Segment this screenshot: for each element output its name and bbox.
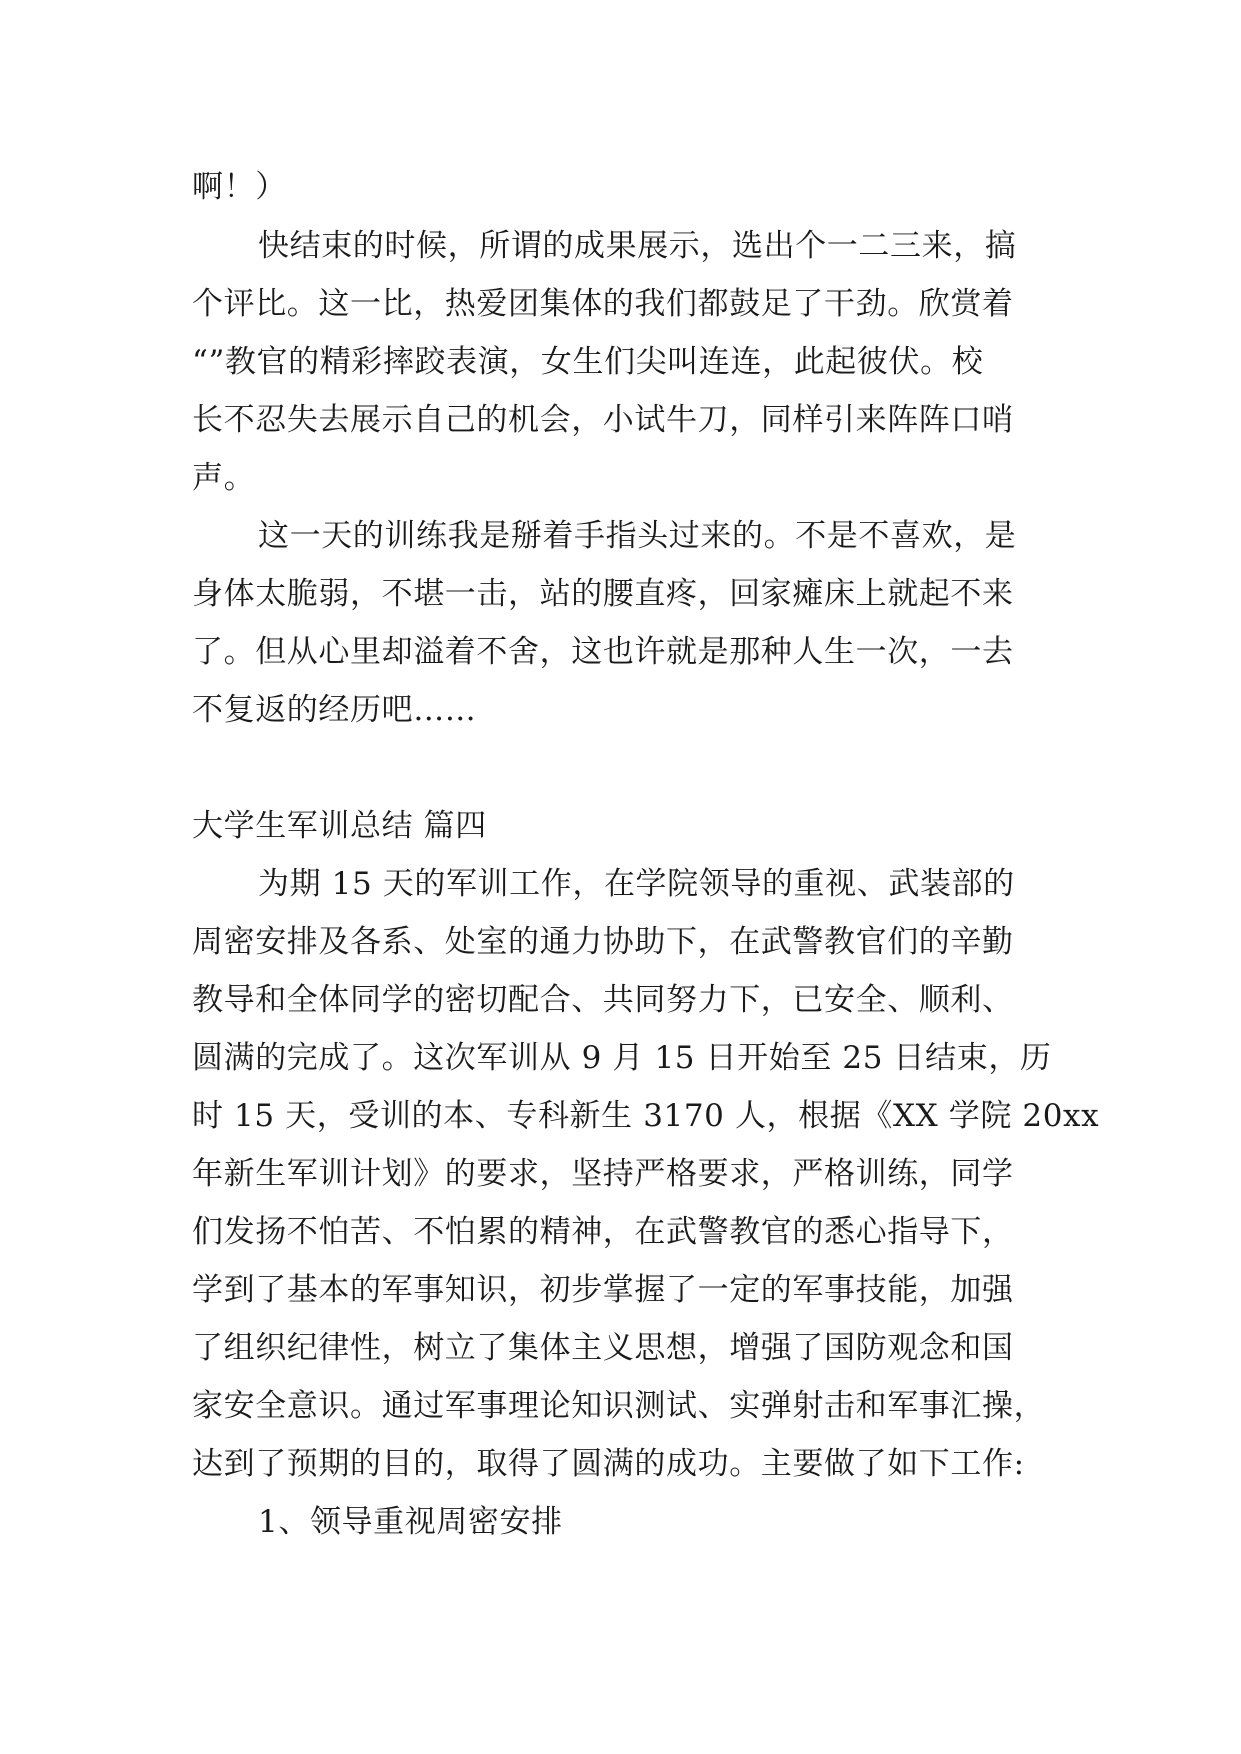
text-line: 了。但从心里却溢着不舍，这也许就是那种人生一次，一去 [192, 634, 1014, 670]
text-line: 个评比。这一比，热爱团集体的我们都鼓足了干劲。欣赏着 [192, 286, 1014, 322]
text-line: 们发扬不怕苦、不怕累的精神，在武警教官的悉心指导下， [192, 1214, 1014, 1250]
text-line: 学到了基本的军事知识，初步掌握了一定的军事技能，加强 [192, 1272, 1014, 1308]
text-line: 身体太脆弱，不堪一击，站的腰直疼，回家瘫床上就起不来 [192, 576, 1014, 612]
numbered-item: 1、领导重视周密安排 [258, 1504, 563, 1540]
text-line: 啊！） [192, 169, 287, 205]
text-line: 了组织纪律性，树立了集体主义思想，增强了国防观念和国 [192, 1330, 1014, 1366]
paragraph-first-line: 为期 15 天的军训工作，在学院领导的重视、武装部的 [258, 866, 1015, 902]
text-line: 周密安排及各系、处室的通力协助下，在武警教官们的辛勤 [192, 924, 1014, 960]
paragraph-first-line: 这一天的训练我是掰着手指头过来的。不是不喜欢，是 [258, 518, 1017, 554]
text-line: 不复返的经历吧…… [192, 692, 477, 728]
text-line: 时 15 天，受训的本、专科新生 3170 人，根据《XX 学院 20xx [192, 1098, 1100, 1134]
text-line: 年新生军训计划》的要求，坚持严格要求，严格训练，同学 [192, 1156, 1014, 1192]
text-line: 长不忍失去展示自己的机会，小试牛刀，同样引来阵阵口哨 [192, 402, 1014, 438]
text-line: 教导和全体同学的密切配合、共同努力下，已安全、顺利、 [192, 982, 1014, 1018]
text-line: 圆满的完成了。这次军训从 9 月 15 日开始至 25 日结束，历 [192, 1040, 1052, 1076]
paragraph-first-line: 快结束的时候，所谓的成果展示，选出个一二三来，搞 [258, 228, 1017, 264]
section-heading: 大学生军训总结 篇四 [192, 808, 487, 844]
text-line: 声。 [192, 460, 256, 496]
text-line: “”教官的精彩摔跤表演，女生们尖叫连连，此起彼伏。校 [192, 344, 984, 380]
text-line: 达到了预期的目的，取得了圆满的成功。主要做了如下工作: [192, 1446, 1025, 1482]
text-line: 家安全意识。通过军事理论知识测试、实弹射击和军事汇操， [192, 1388, 1046, 1424]
